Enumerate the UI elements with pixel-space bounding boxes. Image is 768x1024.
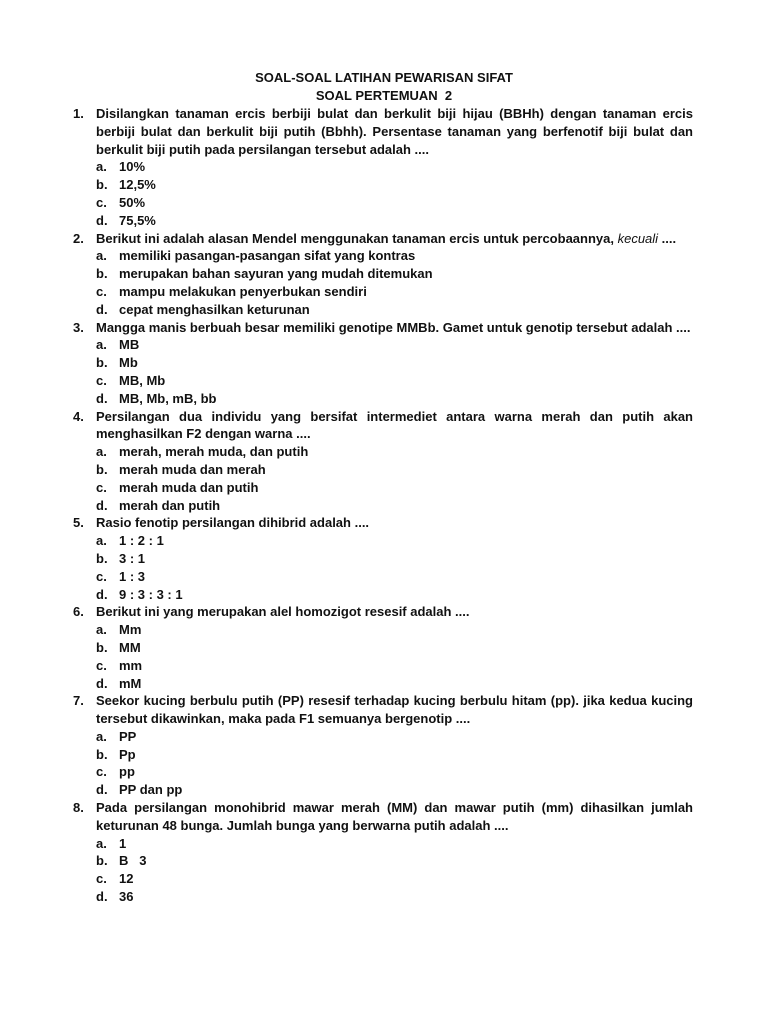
option-letter: b.: [96, 355, 108, 371]
question-4: [0, 408, 768, 515]
option-text: 75,5%: [119, 212, 156, 228]
option-letter: b.: [96, 639, 108, 655]
question-number: 3.: [73, 319, 84, 335]
question-number: 4.: [73, 408, 84, 424]
answer-option-b: [0, 265, 768, 283]
option-letter: a.: [96, 835, 107, 851]
option-letter: a.: [96, 533, 107, 549]
option-text: 50%: [119, 194, 146, 210]
option-letter: a.: [96, 728, 107, 744]
option-letter: c.: [96, 657, 107, 673]
option-text: 3 : 1: [119, 550, 146, 566]
option-text: MB: [119, 337, 140, 353]
answer-option-d: [0, 212, 768, 230]
answer-option-a: [0, 443, 768, 461]
option-text: memiliki pasangan-pasangan sifat yang kontras: [119, 248, 416, 264]
answer-option-b: [0, 852, 768, 870]
answer-option-d: [0, 586, 768, 604]
question-text: Rasio fenotip persilangan dihibrid adalah ....: [96, 515, 370, 531]
answer-option-a: [0, 336, 768, 354]
question-1: [0, 105, 768, 230]
answer-option-a: [0, 835, 768, 853]
answer-option-c: [0, 657, 768, 675]
answer-option-b: [0, 746, 768, 764]
question-text-end: ....: [658, 230, 677, 246]
option-text: 36: [119, 889, 134, 905]
option-text: mM: [119, 675, 142, 691]
answer-options: [0, 247, 768, 318]
answer-option-c: [0, 479, 768, 497]
option-text: merah muda dan merah: [119, 461, 266, 477]
answer-option-a: [0, 728, 768, 746]
option-letter: b.: [96, 177, 108, 193]
option-letter: a.: [96, 622, 107, 638]
option-letter: b.: [96, 266, 108, 282]
answer-option-c: [0, 372, 768, 390]
option-text: Pp: [119, 746, 136, 762]
answer-option-b: [0, 461, 768, 479]
document-subtitle: SOAL PERTEMUAN 2: [315, 88, 453, 103]
option-letter: b.: [96, 550, 108, 566]
option-letter: b.: [96, 853, 108, 869]
option-letter: c.: [96, 871, 107, 887]
option-letter: c.: [96, 372, 107, 388]
question-3: [0, 319, 768, 408]
option-letter: c.: [96, 194, 107, 210]
option-letter: a.: [96, 444, 107, 460]
answer-option-a: [0, 158, 768, 176]
answer-option-d: [0, 497, 768, 515]
question-text: [96, 230, 693, 248]
option-letter: d.: [96, 497, 108, 513]
option-text: mampu melakukan penyerbukan sendiri: [119, 283, 367, 299]
option-letter: a.: [96, 248, 107, 264]
option-text: 10%: [119, 159, 146, 175]
option-text: 9 : 3 : 3 : 1: [119, 586, 183, 602]
option-text: B 3: [119, 853, 147, 869]
answer-option-d: [0, 390, 768, 408]
option-text: 1 : 3: [119, 568, 146, 584]
option-letter: a.: [96, 159, 107, 175]
question-list: [0, 105, 768, 906]
option-letter: d.: [96, 301, 108, 317]
option-text: 1: [119, 835, 127, 851]
answer-options: [0, 532, 768, 603]
question-text-main: Berikut ini adalah alasan Mendel menggunakan tanaman ercis untuk percobaannya,: [96, 230, 618, 246]
question-number: 2.: [73, 230, 84, 246]
option-text: pp: [119, 764, 135, 780]
answer-option-c: [0, 283, 768, 301]
question-text: Mangga manis berbuah besar memiliki genotipe MMBb. Gamet untuk genotip tersebut adalah ....: [96, 319, 691, 335]
option-text: merah muda dan putih: [119, 479, 259, 495]
question-5: [0, 514, 768, 603]
question-text: Seekor kucing berbulu putih (PP) resesif terhadap kucing berbulu hitam (pp). jika kedua kucing tersebut dikawinkan, maka pada F1 semuanya bergenotip ....: [96, 693, 693, 727]
answer-option-b: [0, 176, 768, 194]
option-letter: d.: [96, 889, 108, 905]
question-text: Disilangkan tanaman ercis berbiji bulat dan berkulit biji hijau (BBHh) dengan tanaman ercis berbiji bulat dan berkulit biji putih (Bbhh). Persentase tanaman yang berfenotif biji bulat dan berkulit biji putih pada persilangan tersebut adalah ....: [96, 106, 693, 157]
question-2: [0, 230, 768, 319]
question-6: [0, 603, 768, 692]
question-number: 1.: [73, 106, 84, 121]
answer-option-c: [0, 194, 768, 212]
option-text: cepat menghasilkan keturunan: [119, 301, 310, 317]
answer-option-d: [0, 888, 768, 906]
option-text: MB, Mb, mB, bb: [119, 390, 217, 406]
option-text: 1 : 2 : 1: [119, 533, 164, 549]
question-text: Pada persilangan monohibrid mawar merah (MM) dan mawar putih (mm) dihasilkan jumlah keturunan 48 bunga. Jumlah bunga yang berwarna putih adalah ....: [96, 800, 693, 833]
answer-options: [0, 336, 768, 407]
option-letter: c.: [96, 479, 107, 495]
option-text: mm: [119, 657, 143, 673]
option-letter: c.: [96, 764, 107, 780]
option-letter: d.: [96, 675, 108, 691]
option-text: merupakan bahan sayuran yang mudah ditemukan: [119, 266, 433, 282]
answer-option-d: [0, 301, 768, 319]
option-text: merah, merah muda, dan putih: [119, 444, 309, 460]
answer-options: [0, 621, 768, 692]
question-text-emphasis: kecuali: [617, 230, 659, 246]
answer-option-d: [0, 675, 768, 693]
answer-options: [0, 728, 768, 799]
answer-option-b: [0, 354, 768, 372]
answer-option-b: [0, 550, 768, 568]
option-text: 12: [119, 871, 134, 887]
question-text: Persilangan dua individu yang bersifat intermediet antara warna merah dan putih akan menghasilkan F2 dengan warna ....: [96, 408, 693, 442]
option-letter: c.: [96, 568, 107, 584]
option-letter: d.: [96, 212, 108, 228]
answer-option-c: [0, 870, 768, 888]
answer-option-d: [0, 781, 768, 799]
answer-options: [0, 835, 768, 906]
answer-option-a: [0, 532, 768, 550]
document-title: SOAL-SOAL LATIHAN PEWARISAN SIFAT: [255, 70, 513, 85]
answer-option-a: [0, 621, 768, 639]
question-number: 5.: [73, 515, 84, 531]
option-letter: d.: [96, 782, 108, 798]
answer-option-c: [0, 568, 768, 586]
option-text: Mm: [119, 622, 142, 638]
question-number: 8.: [73, 800, 84, 816]
option-text: MB, Mb: [119, 372, 166, 388]
option-text: PP: [119, 728, 137, 744]
option-text: PP dan pp: [119, 782, 183, 798]
option-letter: a.: [96, 337, 107, 353]
answer-options: [0, 443, 768, 514]
option-letter: b.: [96, 461, 108, 477]
option-letter: c.: [96, 283, 107, 299]
question-text: Berikut ini yang merupakan alel homozigot resesif adalah ....: [96, 604, 470, 620]
option-text: merah dan putih: [119, 497, 221, 513]
option-letter: b.: [96, 746, 108, 762]
question-number: 7.: [73, 693, 84, 709]
option-text: MM: [119, 639, 141, 655]
option-text: Mb: [119, 355, 138, 371]
answer-option-c: [0, 763, 768, 781]
option-text: 12,5%: [119, 177, 156, 193]
question-7: [0, 692, 768, 799]
option-letter: d.: [96, 390, 108, 406]
option-letter: d.: [96, 586, 108, 602]
question-number: 6.: [73, 604, 84, 620]
answer-option-a: [0, 247, 768, 265]
answer-options: [0, 158, 768, 229]
question-8: [0, 799, 768, 906]
answer-option-b: [0, 639, 768, 657]
